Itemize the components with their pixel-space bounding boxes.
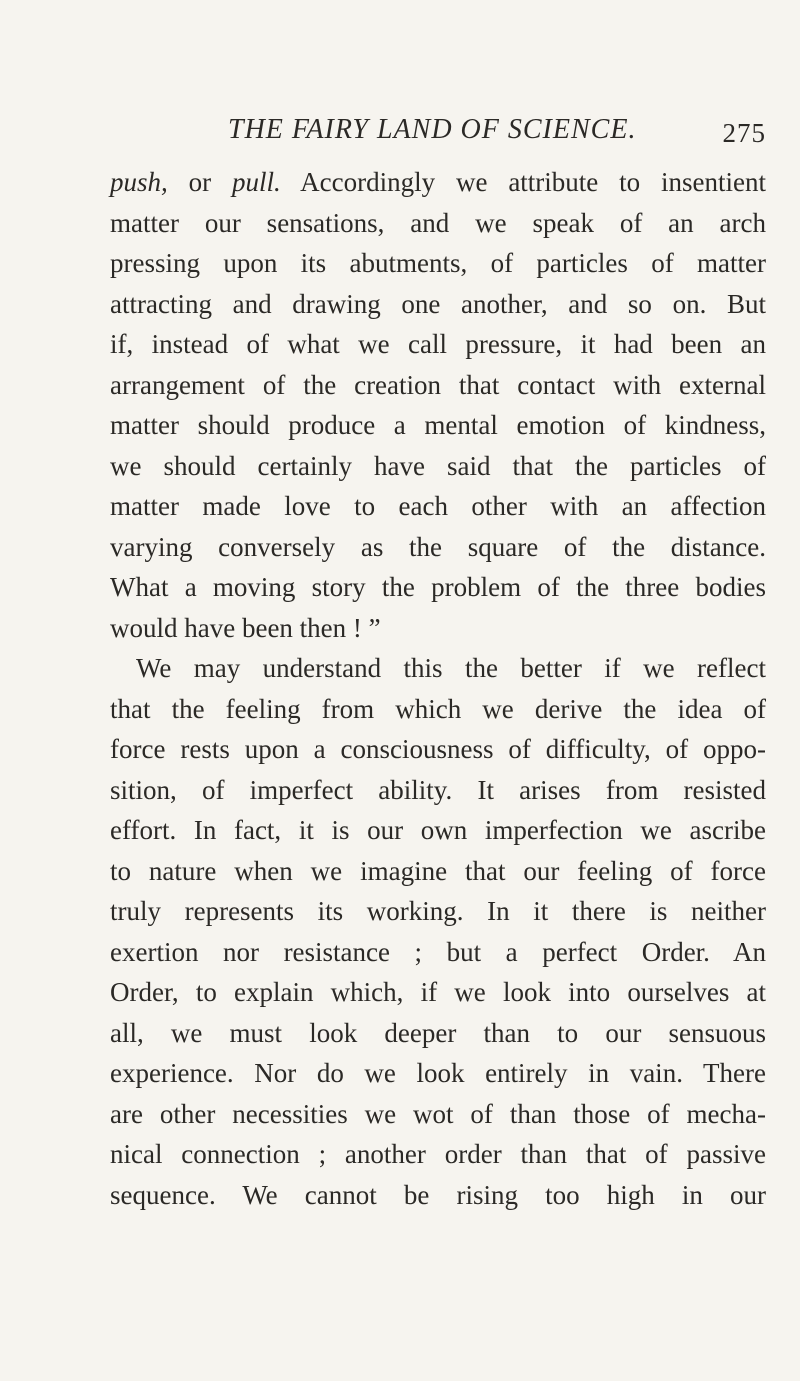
text-line: varying conversely as the square of the distance. bbox=[110, 531, 766, 562]
text-line: Order, to explain which, if we look into ourselves at bbox=[110, 977, 766, 1007]
text-line: We may understand this the better if we reflect bbox=[136, 653, 766, 683]
text-line: that the feeling from which we derive the idea of bbox=[110, 693, 766, 724]
text-line: truly represents its working. In it there is neither bbox=[110, 896, 766, 926]
page-number: 275 bbox=[722, 118, 766, 148]
text-line: What a moving story the problem of the three bodies bbox=[110, 572, 766, 602]
text-fragment: Accordingly we attribute to insentient bbox=[280, 167, 766, 197]
italic-word: pull. bbox=[232, 167, 281, 197]
text-line: matter made love to each other with an affection bbox=[110, 491, 766, 521]
text-line: nical connection ; another order than that of passive bbox=[110, 1139, 766, 1169]
text-line: pressing upon its abutments, of particles of matter bbox=[110, 248, 766, 278]
text-line: we should certainly have said that the particles of bbox=[110, 450, 766, 481]
text-line: sequence. We cannot be rising too high in our bbox=[110, 1179, 766, 1210]
body-text bbox=[110, 162, 766, 1215]
text-line: to nature when we imagine that our feeling of force bbox=[110, 855, 766, 886]
text-line: exertion nor resistance ; but a perfect Order. An bbox=[110, 936, 766, 967]
italic-word: push, bbox=[110, 167, 168, 197]
text-line: experience. Nor do we look entirely in vain. There bbox=[110, 1058, 766, 1088]
text-line: matter our sensations, and we speak of an arch bbox=[110, 207, 766, 238]
running-title: THE FAIRY LAND OF SCIENCE. bbox=[228, 114, 637, 145]
text-line bbox=[110, 162, 766, 203]
text-line: effort. In fact, it is our own imperfection we ascribe bbox=[110, 815, 766, 845]
running-head bbox=[110, 114, 766, 154]
text-line: matter should produce a mental emotion of kindness, bbox=[110, 410, 766, 440]
text-line: arrangement of the creation that contact with external bbox=[110, 369, 766, 400]
text-line: force rests upon a consciousness of difficulty, of oppo- bbox=[110, 734, 766, 764]
text-line: sition, of imperfect ability. It arises from resisted bbox=[110, 774, 766, 805]
text-line: all, we must look deeper than to our sensuous bbox=[110, 1017, 766, 1048]
text-line: if, instead of what we call pressure, it had been an bbox=[110, 329, 766, 359]
text-line: would have been then ! ” bbox=[110, 612, 381, 643]
text-fragment: or bbox=[167, 167, 232, 197]
text-line: are other necessities we wot of than those of mecha- bbox=[110, 1098, 766, 1129]
text-line: attracting and drawing one another, and so on. But bbox=[110, 288, 766, 319]
